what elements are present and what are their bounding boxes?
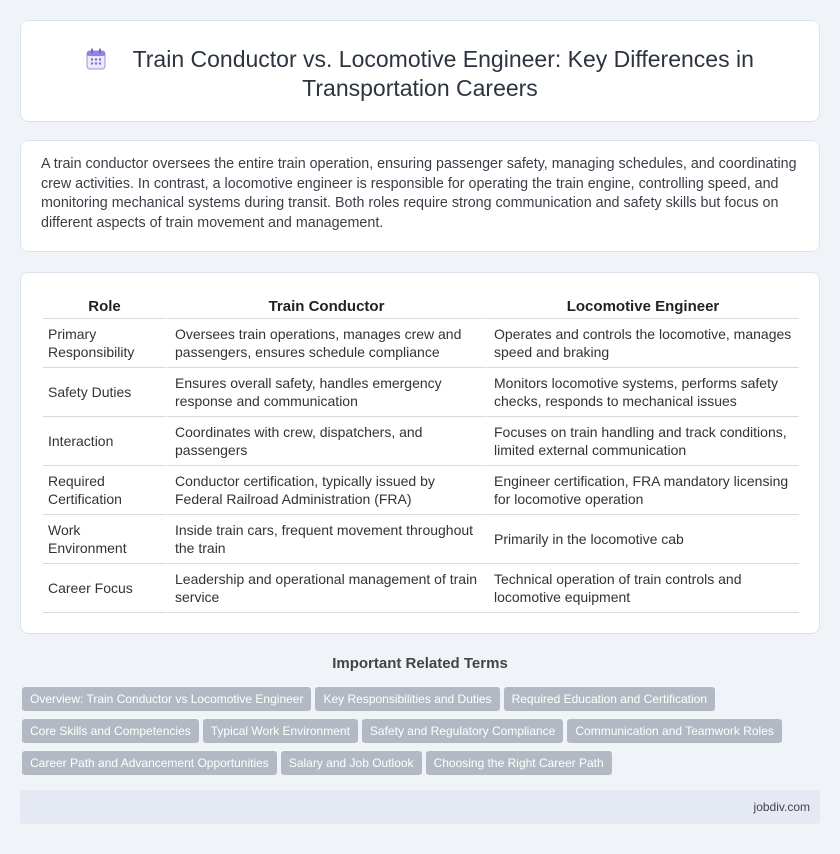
conductor-cell: Oversees train operations, manages crew and passengers, ensures schedule compliance — [166, 319, 485, 368]
row-label: Primary Responsibility — [43, 319, 166, 368]
row-label: Work Environment — [43, 515, 166, 564]
related-term-tag[interactable]: Safety and Regulatory Compliance — [362, 719, 563, 743]
related-term-tag[interactable]: Typical Work Environment — [203, 719, 358, 743]
related-terms-list — [22, 687, 812, 783]
intro-paragraph: A train conductor oversees the entire train operation, ensuring passenger safety, managing schedules, and coordinating crew activities. In contrast, a locomotive engineer is responsible for operating the train engine, controlling speed, and monitoring mechanical systems during transit. Both roles require strong communication and safety skills but focus on different aspects of train movement and management. — [41, 156, 797, 231]
related-term-tag[interactable]: Required Education and Certification — [504, 687, 715, 711]
conductor-cell: Inside train cars, frequent movement throughout the train — [166, 515, 485, 564]
related-term-tag[interactable]: Overview: Train Conductor vs Locomotive Engineer — [22, 687, 311, 711]
conductor-cell: Coordinates with crew, dispatchers, and passengers — [166, 417, 485, 466]
header-card — [20, 20, 820, 122]
table-row — [43, 564, 799, 613]
related-term-tag[interactable]: Key Responsibilities and Duties — [315, 687, 499, 711]
table-row — [43, 319, 799, 368]
engineer-cell: Monitors locomotive systems, performs safety checks, responds to mechanical issues — [485, 368, 799, 417]
engineer-cell: Engineer certification, FRA mandatory licensing for locomotive operation — [485, 466, 799, 515]
title-wrap — [21, 45, 819, 103]
table-row — [43, 515, 799, 564]
row-label: Career Focus — [43, 564, 166, 613]
page-title: Train Conductor vs. Locomotive Engineer: Key Differences in Transportation Careers — [132, 46, 754, 101]
engineer-cell: Focuses on train handling and track conditions, limited external communication — [485, 417, 799, 466]
row-label: Required Certification — [43, 466, 166, 515]
engineer-cell: Primarily in the locomotive cab — [485, 515, 799, 564]
related-term-tag[interactable]: Core Skills and Competencies — [22, 719, 199, 743]
engineer-cell: Technical operation of train controls and locomotive equipment — [485, 564, 799, 613]
calendar-icon — [86, 48, 106, 70]
column-header-locomotive-engineer: Locomotive Engineer — [485, 295, 799, 319]
column-header-role: Role — [43, 295, 166, 319]
table-row — [43, 368, 799, 417]
table-row — [43, 466, 799, 515]
comparison-table-card — [20, 272, 820, 634]
table-header-row — [43, 295, 799, 319]
engineer-cell: Operates and controls the locomotive, manages speed and braking — [485, 319, 799, 368]
related-term-tag[interactable]: Choosing the Right Career Path — [426, 751, 612, 775]
column-header-train-conductor: Train Conductor — [166, 295, 485, 319]
footer — [20, 790, 820, 824]
row-label: Interaction — [43, 417, 166, 466]
comparison-table — [43, 295, 799, 613]
conductor-cell: Ensures overall safety, handles emergency response and communication — [166, 368, 485, 417]
related-terms-title: Important Related Terms — [332, 655, 508, 672]
conductor-cell: Conductor certification, typically issued by Federal Railroad Administration (FRA) — [166, 466, 485, 515]
table-row — [43, 417, 799, 466]
row-label: Safety Duties — [43, 368, 166, 417]
intro-card — [20, 140, 820, 252]
footer-site-link[interactable]: jobdiv.com — [753, 800, 810, 814]
related-term-tag[interactable]: Career Path and Advancement Opportunities — [22, 751, 277, 775]
related-term-tag[interactable]: Salary and Job Outlook — [281, 751, 422, 775]
related-term-tag[interactable]: Communication and Teamwork Roles — [567, 719, 782, 743]
conductor-cell: Leadership and operational management of train service — [166, 564, 485, 613]
